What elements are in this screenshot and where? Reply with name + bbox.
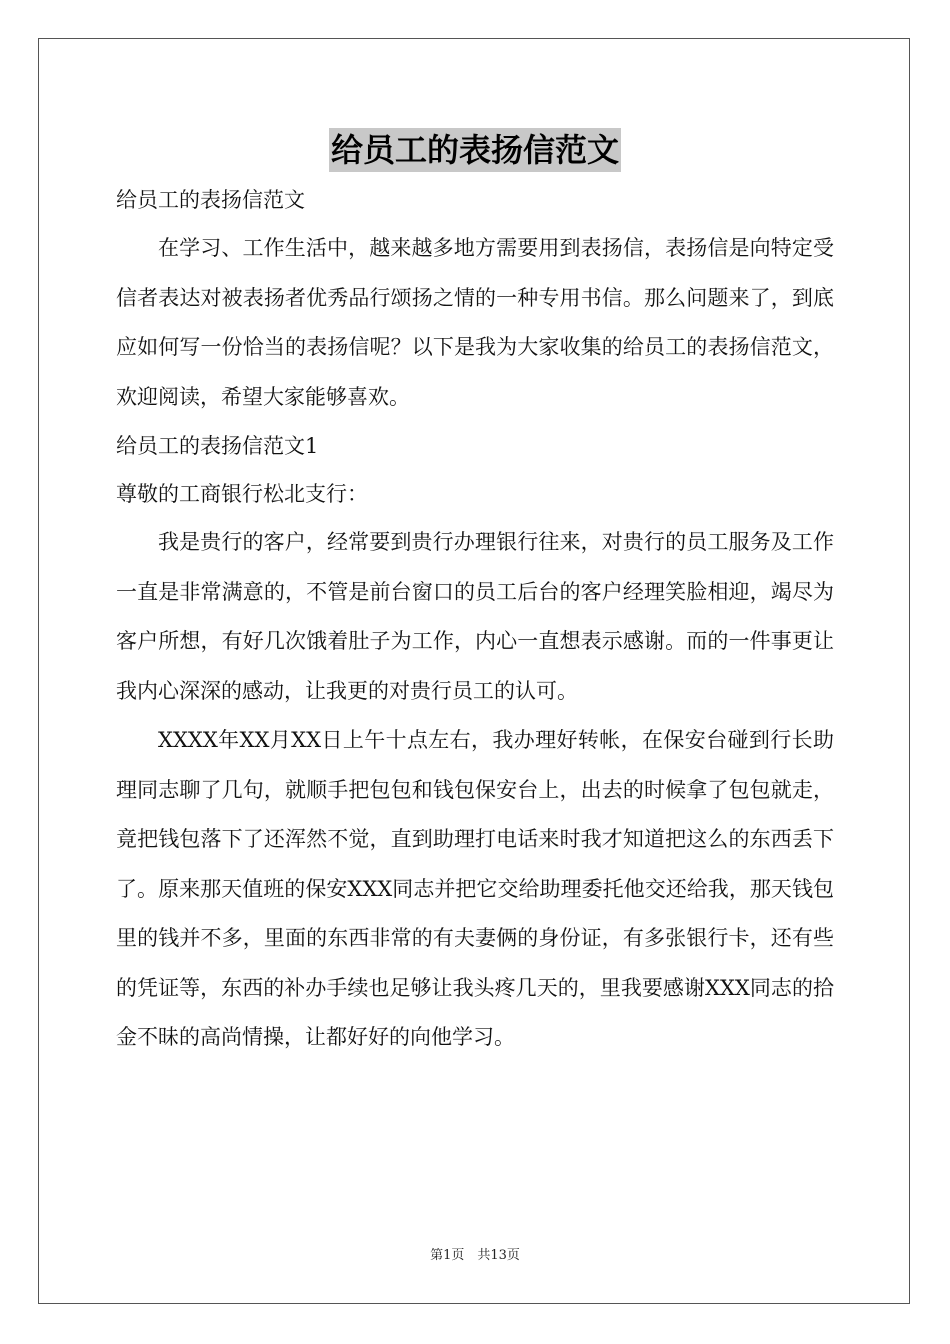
title-area [0, 128, 950, 172]
document-subtitle: 给员工的表扬信范文 [116, 188, 305, 212]
document-body [116, 176, 834, 1063]
body-paragraph-1: 我是贵行的客户，经常要到贵行办理银行往来，对贵行的员工服务及工作一直是非常满意的，不管是前台窗口的员工后台的客户经理笑脸相迎，竭尽为客户所想，有好几次饿着肚子为工作，内心一直想表示感谢。而的一件事更让我内心深深的感动，让我更的对贵行员工的认可。 [116, 530, 834, 703]
document-title: 给员工的表扬信范文 [329, 128, 621, 172]
section-heading: 给员工的表扬信范文1 [116, 434, 319, 458]
intro-paragraph: 在学习、工作生活中，越来越多地方需要用到表扬信，表扬信是向特定受信者表达对被表扬者优秀品行颂扬之情的一种专用书信。那么问题来了，到底应如何写一份恰当的表扬信呢？以下是我为大家收集的给员工的表扬信范文，欢迎阅读，希望大家能够喜欢。 [116, 236, 834, 409]
page-number: 第1页 共13页 [430, 1248, 520, 1263]
page-footer [0, 1246, 950, 1266]
letter-salutation: 尊敬的工商银行松北支行： [116, 482, 368, 506]
body-paragraph-2: XXXX年XX月XX日上午十点左右，我办理好转帐，在保安台碰到行长助理同志聊了几句，就顺手把包包和钱包保安台上，出去的时候拿了包包就走，竟把钱包落下了还浑然不觉，直到助理打电话来时我才知道把这么的东西丢下了。原来那天值班的保安XXX同志并把它交给助理委托他交还给我，那天钱包里的钱并不多，里面的东西非常的有夫妻俩的身份证，有多张银行卡，还有些的凭证等，东西的补办手续也足够让我头疼几天的，里我要感谢XXX同志的拾金不昧的高尚情操，让都好好的向他学习。 [116, 728, 834, 1049]
